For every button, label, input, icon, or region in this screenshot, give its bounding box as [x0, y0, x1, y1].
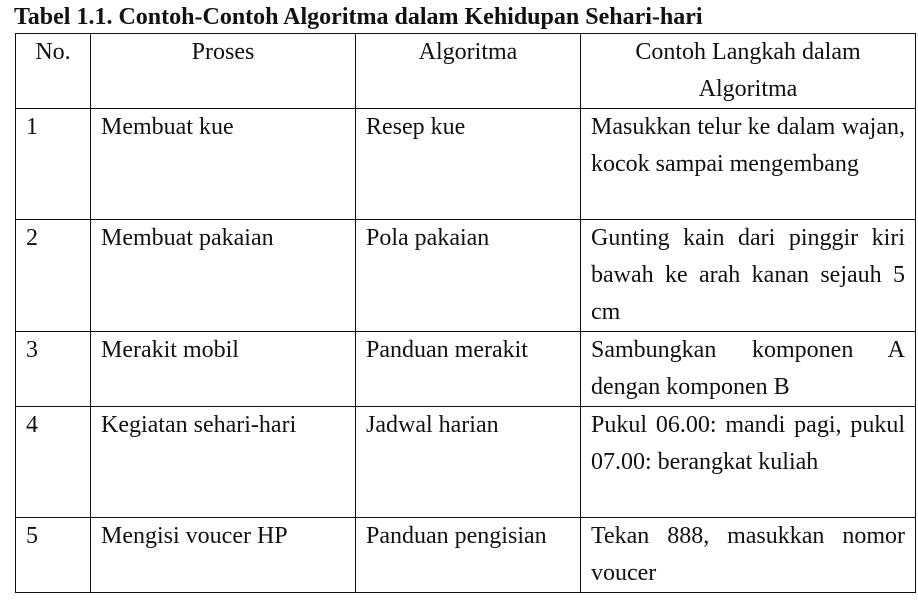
cell-contoh-langkah: Sambungkan komponen A dengan komponen B — [581, 332, 916, 407]
table-row — [16, 220, 916, 332]
table-header-row — [16, 34, 916, 109]
header-proses: Proses — [91, 34, 356, 109]
algorithm-examples-table — [15, 33, 916, 593]
header-contoh-langkah: Contoh Langkah dalam Algoritma — [581, 34, 916, 109]
cell-no: 4 — [16, 407, 91, 518]
table-caption: Tabel 1.1. Contoh-Contoh Algoritma dalam Kehidupan Sehari-hari — [14, 4, 703, 30]
cell-algoritma: Resep kue — [356, 109, 581, 220]
cell-contoh-langkah: Masukkan telur ke dalam wajan, kocok sampai mengembang — [581, 109, 916, 220]
table-row — [16, 407, 916, 518]
table-row — [16, 332, 916, 407]
table-row — [16, 518, 916, 593]
cell-no: 1 — [16, 109, 91, 220]
table-row — [16, 109, 916, 220]
cell-proses: Membuat kue — [91, 109, 356, 220]
cell-no: 2 — [16, 220, 91, 332]
cell-proses: Kegiatan sehari-hari — [91, 407, 356, 518]
cell-algoritma: Panduan pengisian — [356, 518, 581, 593]
cell-algoritma: Pola pakaian — [356, 220, 581, 332]
cell-algoritma: Jadwal harian — [356, 407, 581, 518]
cell-contoh-langkah: Pukul 06.00: mandi pagi, pukul 07.00: berangkat kuliah — [581, 407, 916, 518]
header-no: No. — [16, 34, 91, 109]
cell-proses: Membuat pakaian — [91, 220, 356, 332]
cell-no: 5 — [16, 518, 91, 593]
header-algoritma: Algoritma — [356, 34, 581, 109]
cell-proses: Merakit mobil — [91, 332, 356, 407]
cell-contoh-langkah: Tekan 888, masukkan nomor voucer — [581, 518, 916, 593]
cell-no: 3 — [16, 332, 91, 407]
cell-proses: Mengisi voucer HP — [91, 518, 356, 593]
cell-algoritma: Panduan merakit — [356, 332, 581, 407]
cell-contoh-langkah: Gunting kain dari pinggir kiri bawah ke arah kanan sejauh 5 cm — [581, 220, 916, 332]
